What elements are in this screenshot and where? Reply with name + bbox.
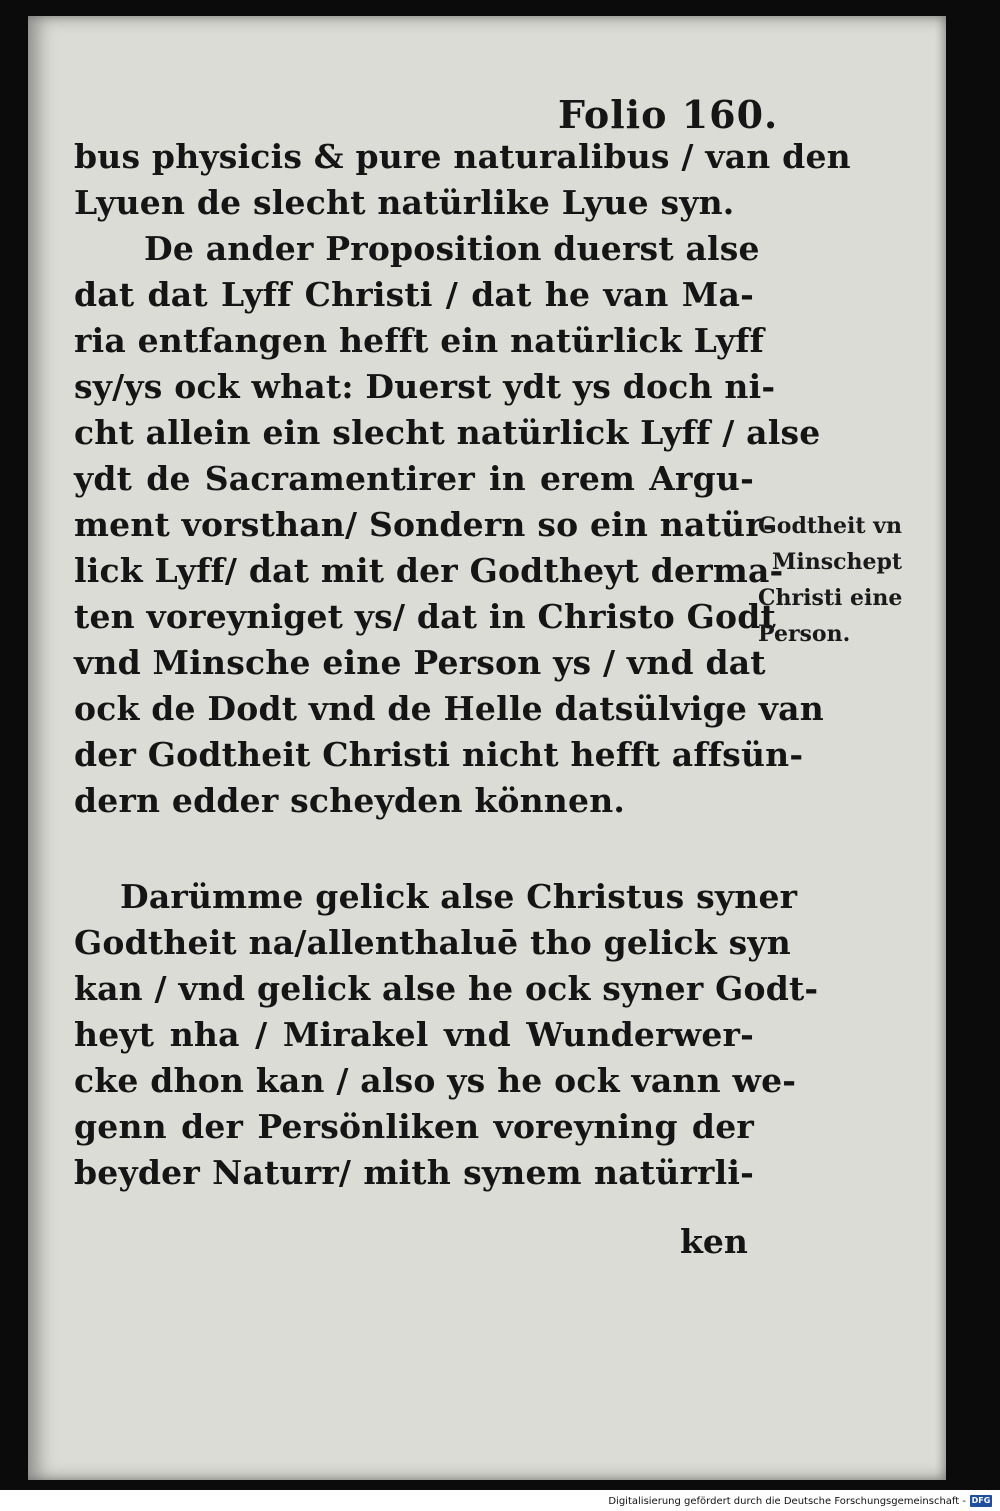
digitization-footer xyxy=(608,1495,992,1507)
text-line: ydt de Sacramentirer in erem Argu- xyxy=(74,459,754,498)
text-line: vnd Minsche eine Person ys / vnd dat xyxy=(74,643,766,682)
text-line: kan / vnd gelick alse he ock syner Godt- xyxy=(74,969,819,1008)
dfg-logo-icon: DFG xyxy=(971,1496,991,1505)
margin-note xyxy=(758,508,918,652)
text-line: der Godtheit Christi nicht hefft affsün- xyxy=(74,735,804,774)
folio-number: Folio 160. xyxy=(558,92,779,137)
catchword: ken xyxy=(680,1222,748,1261)
text-line: ten voreyniget ys/ dat in Christo Godt xyxy=(74,597,776,636)
book-page xyxy=(28,16,946,1480)
text-line: ock de Dodt vnd de Helle datsülvige van xyxy=(74,689,824,728)
text-line: sy/ys ock what: Duerst ydt ys doch ni- xyxy=(74,367,776,406)
text-line: Lyuen de slecht natürlike Lyue syn. xyxy=(74,183,735,222)
text-line: beyder Naturr/ mith synem natürrli- xyxy=(74,1153,754,1192)
text-line: ria entfangen hefft ein natürlick Lyff xyxy=(74,321,764,360)
text-line: heyt nha / Mirakel vnd Wunderwer- xyxy=(74,1015,754,1054)
margin-note-line: Godtheit vn xyxy=(758,513,902,539)
footer-text: Digitalisierung gefördert durch die Deutsche Forschungsgemeinschaft - xyxy=(608,1495,966,1507)
text-line: lick Lyff/ dat mit der Godtheyt derma- xyxy=(74,551,784,590)
paragraph-gap xyxy=(74,824,754,874)
margin-note-line: Christi eine xyxy=(758,585,903,611)
text-line: De ander Proposition duerst alse xyxy=(144,229,760,268)
text-line: bus physicis & pure naturalibus / van den xyxy=(74,137,851,176)
text-line: Darümme gelick alse Christus syner xyxy=(120,877,798,916)
margin-note-line: Minschept xyxy=(772,549,903,575)
text-line: cke dhon kan / also ys he ock vann we- xyxy=(74,1061,797,1100)
margin-note-line: Person. xyxy=(758,621,851,647)
text-line: dern edder scheyden können. xyxy=(74,781,626,820)
text-line: Godtheit na/allenthaluē tho gelick syn xyxy=(74,923,791,962)
text-line: genn der Persönliken voreyning der xyxy=(74,1107,754,1146)
text-line: cht allein ein slecht natürlick Lyff / alse xyxy=(74,413,821,452)
text-line: ment vorsthan/ Sondern so ein natür- xyxy=(74,505,777,544)
text-line: dat dat Lyff Christi / dat he van Ma- xyxy=(74,275,754,314)
